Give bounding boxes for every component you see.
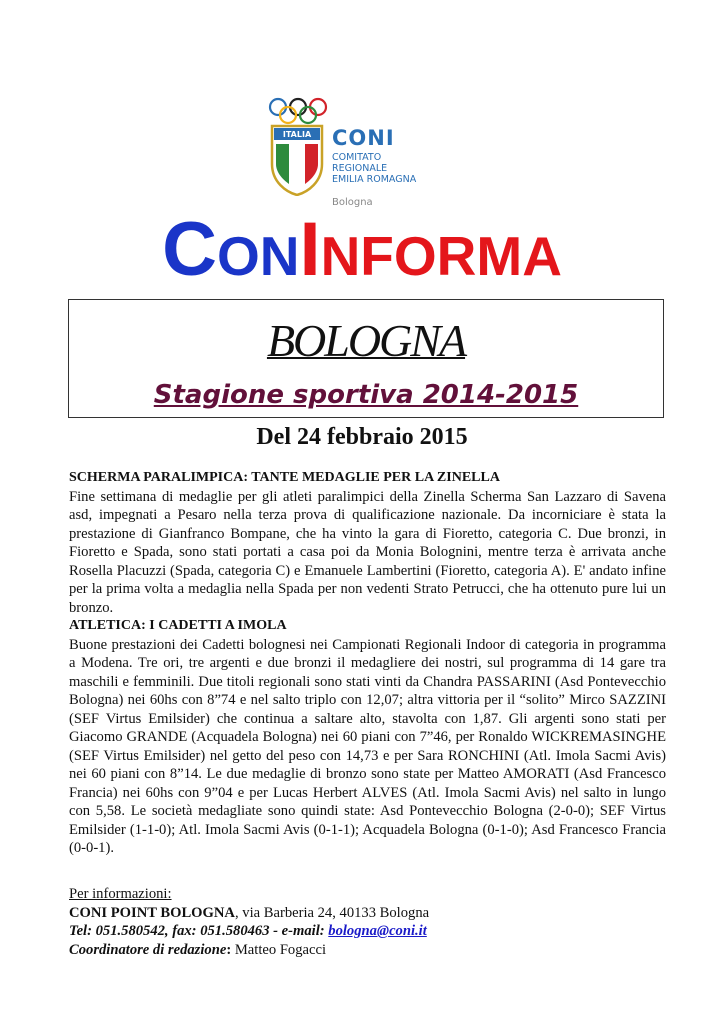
info-label: Per informazioni:: [69, 886, 172, 902]
article-heading: ATLETICA: I CADETTI A IMOLA: [69, 618, 287, 633]
masthead-initial-i: I: [299, 207, 321, 292]
masthead-initial-c: C: [162, 207, 217, 292]
title-city: BOLOGNA: [266, 315, 466, 366]
coni-logo: [268, 96, 468, 216]
logo-city: Bologna: [332, 197, 373, 208]
footer-contacts: [69, 885, 669, 959]
email-link[interactable]: bologna@coni.it: [328, 923, 427, 939]
org-line-3: EMILIA ROMAGNA: [332, 174, 417, 185]
italia-shield-icon: [270, 124, 324, 196]
editor-name: Matteo Fogacci: [234, 941, 327, 958]
editor-colon: :: [226, 941, 235, 958]
org-line-1: COMITATO: [332, 152, 382, 163]
olympic-rings-icon: [268, 96, 328, 126]
coni-brand: CONI: [332, 126, 395, 150]
masthead-on: ON: [216, 225, 300, 287]
masthead: [0, 206, 724, 292]
contacts-line: Tel: 051.580542, fax: 051.580463 - e-mail:: [69, 923, 329, 939]
masthead-nforma: NFORMA: [320, 225, 562, 287]
shield-label: ITALIA: [282, 130, 312, 139]
article-body: Fine settimana di medaglie per gli atleti paralimpici della Zinella Scherma San Lazzaro di Savena asd, impegnati a Pesaro nella terza prova di qualificazione nazionale. Da incorniciare è stata la prestazione di Gianfranco Bompane, che ha vinto la gara di Fioretto, categoria C. Due bronzi, in Fioretto e Spada, sono stati portati a casa poi da Monia Bolognini, mentre terza è arrivata anche Rosella Placuzzi (Spada, categoria C) e Emanuele Lambertini (Fioretto, categoria A). E' andato infine per la prima volta a medaglia nella Spada per non vedenti Strato Petrucci, che ha ottenuto pure lui un bronzo.: [69, 488, 666, 616]
article-body: Buone prestazioni dei Cadetti bolognesi nei Campionati Regionali Indoor di categoria in programma a Modena. Tre ori, tre argenti e due bronzi il medagliere dei nostri, sul programma di 14 gare tra maschili e femminili. Due titoli regionali sono stati vinti da Chandra PASSARINI (Asd Pontevecchio Bologna) nei 60hs con 8”74 e nel salto triplo con 12,07; altra vittoria per il “solito” Mirco SAZZINI (SEF Virtus Emilsider) che continua a saltare alto, stavolta con 1,87. Gli argenti sono stati per Giacomo GRANDE (Acquadela Bologna) nei 60 piani con 7”46, per Ronaldo WICKREMASINGHE (SEF Virtus Emilsider) nel getto del peso con 14,73 e per Sara RONCHINI (Atl. Imola Sacmi Avis) nei 60 piani con 8”14. Le due medaglie di bronzo sono state per Matteo AMORATI (Asd Francesco Francia) nei 60hs con 9”04 e per Lucas Herbert ALVES (Atl. Imola Sacmi Avis) nel salto in lungo con 5,58. Le società medagliate sono quindi state: Asd Pontevecchio Bologna (2-0-0); SEF Virtus Emilsider (1-1-0); Atl. Imola Sacmi Avis (0-1-1); Acquadela Bologna (0-1-0); Asd Francesco Francia (0-0-1).: [69, 636, 666, 856]
org-line-2: REGIONALE: [332, 163, 388, 174]
article-heading: SCHERMA PARALIMPICA: TANTE MEDAGLIE PER LA ZINELLA: [69, 470, 500, 485]
issue-date: Del 24 febbraio 2015: [256, 424, 468, 450]
article-atletica: [69, 617, 666, 858]
article-scherma: [69, 469, 666, 617]
editor-label: Coordinatore di redazione: [69, 941, 227, 958]
point-address: , via Barberia 24, 40133 Bologna: [234, 904, 430, 921]
title-box: [68, 299, 664, 418]
point-name: CONI POINT BOLOGNA: [69, 904, 235, 921]
title-season: Stagione sportiva 2014-2015: [153, 380, 579, 410]
